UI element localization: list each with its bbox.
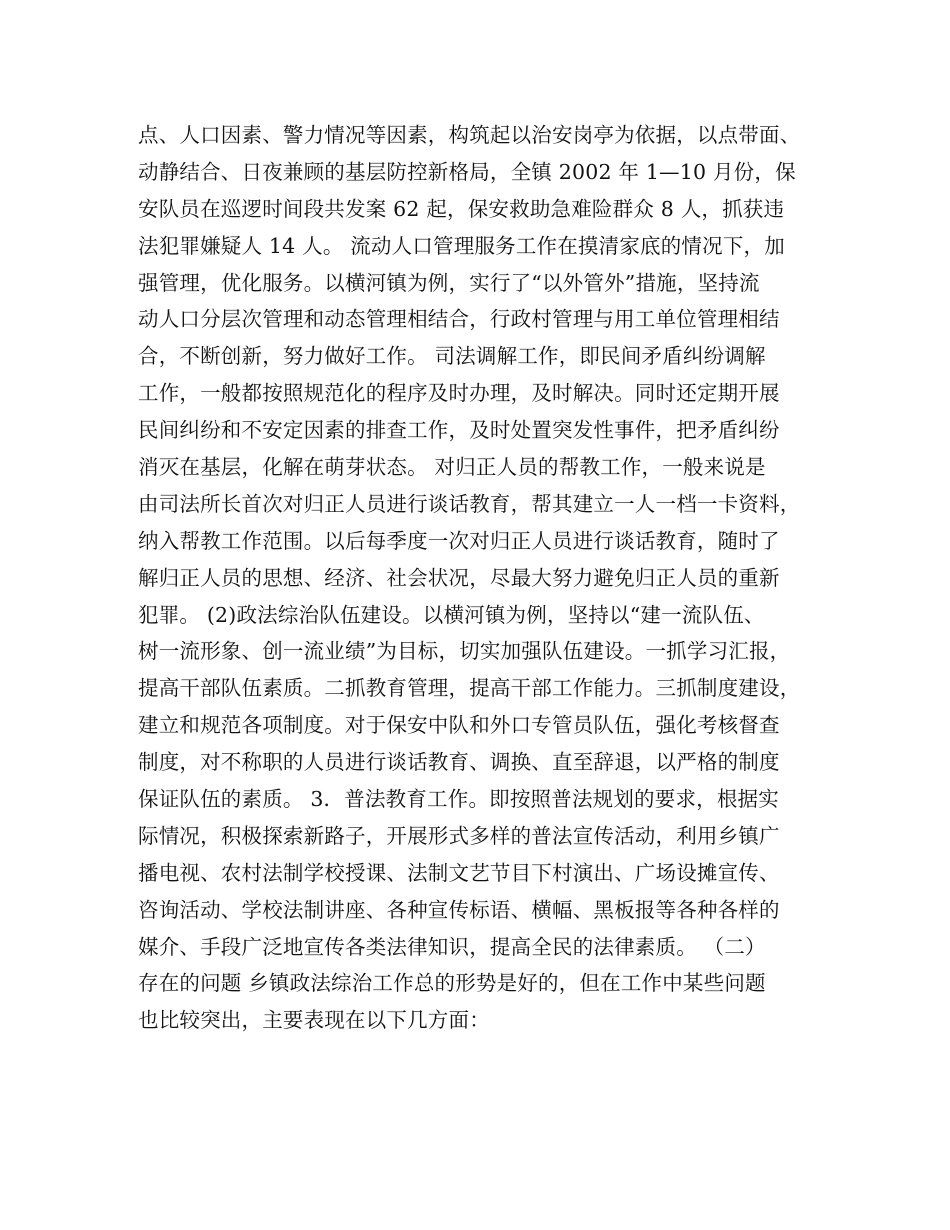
text-line: 消灭在基层，化解在萌芽状态。 对归正人员的帮教工作，一般来说是: [138, 455, 766, 480]
text-line: 强管理，优化服务。以横河镇为例，实行了“以外管外”措施，坚持流: [138, 270, 760, 295]
body-text: [138, 117, 838, 1039]
text-line: 媒介、手段广泛地宣传各类法律知识，提高全民的法律素质。 （二）: [138, 934, 766, 959]
text-line: 犯罪。 (2)政法综治队伍建设。以横河镇为例，坚持以“建一流队伍、: [138, 602, 765, 627]
text-line: 动人口分层次管理和动态管理相结合，行政村管理与用工单位管理相结: [138, 307, 780, 332]
text-line: 制度，对不称职的人员进行谈话教育、调换、直至辞退，以严格的制度: [138, 750, 780, 775]
text-line: 点、人口因素、警力情况等因素，构筑起以治安岗亭为依据，以点带面、: [138, 123, 801, 147]
text-line: 法犯罪嫌疑人 14 人。 流动人口管理服务工作在摸清家底的情况下，加: [138, 233, 785, 258]
text-line: 合，不断创新，努力做好工作。 司法调解工作，即民间矛盾纠纷调解: [138, 344, 766, 369]
text-line: 际情况，积极探索新路子，开展形式多样的普法宣传活动，利用乡镇广: [138, 823, 780, 848]
text-line: 提高干部队伍素质。二抓教育管理，提高干部工作能力。三抓制度建设，: [138, 676, 801, 701]
text-line: 存在的问题 乡镇政法综治工作总的形势是好的，但在工作中某些问题: [138, 971, 766, 996]
text-line: 保证队伍的素质。 3．普法教育工作。即按照普法规划的要求，根据实: [138, 787, 779, 812]
text-line: 也比较突出，主要表现在以下几方面：: [138, 1008, 490, 1033]
text-line: 播电视、农村法制学校授课、法制文艺节目下村演出、广场设摊宣传、: [138, 860, 780, 885]
text-line: 由司法所长首次对归正人员进行谈话教育，帮其建立一人一档一卡资料，: [138, 491, 801, 516]
text-line: 安队员在巡逻时间段共发案 62 起，保安救助急难险群众 8 人，抓获违: [138, 196, 785, 221]
text-line: 工作，一般都按照规范化的程序及时办理，及时解决。同时还定期开展: [138, 381, 780, 406]
text-line: 纳入帮教工作范围。以后每季度一次对归正人员进行谈话教育，随时了: [138, 528, 780, 553]
text-line: 动静结合、日夜兼顾的基层防控新格局，全镇 2002 年 1—10 月份，保: [138, 159, 796, 184]
text-line: 树一流形象、创一流业绩”为目标，切实加强队伍建设。一抓学习汇报，: [138, 639, 791, 664]
text-line: 解归正人员的思想、经济、社会状况，尽最大努力避免归正人员的重新: [138, 565, 780, 590]
text-line: 建立和规范各项制度。对于保安中队和外口专管员队伍，强化考核督查: [138, 713, 780, 738]
text-line: 民间纠纷和不安定因素的排查工作，及时处置突发性事件，把矛盾纠纷: [138, 418, 780, 443]
text-line: 咨询活动、学校法制讲座、各种宣传标语、横幅、黑板报等各种各样的: [138, 897, 780, 922]
